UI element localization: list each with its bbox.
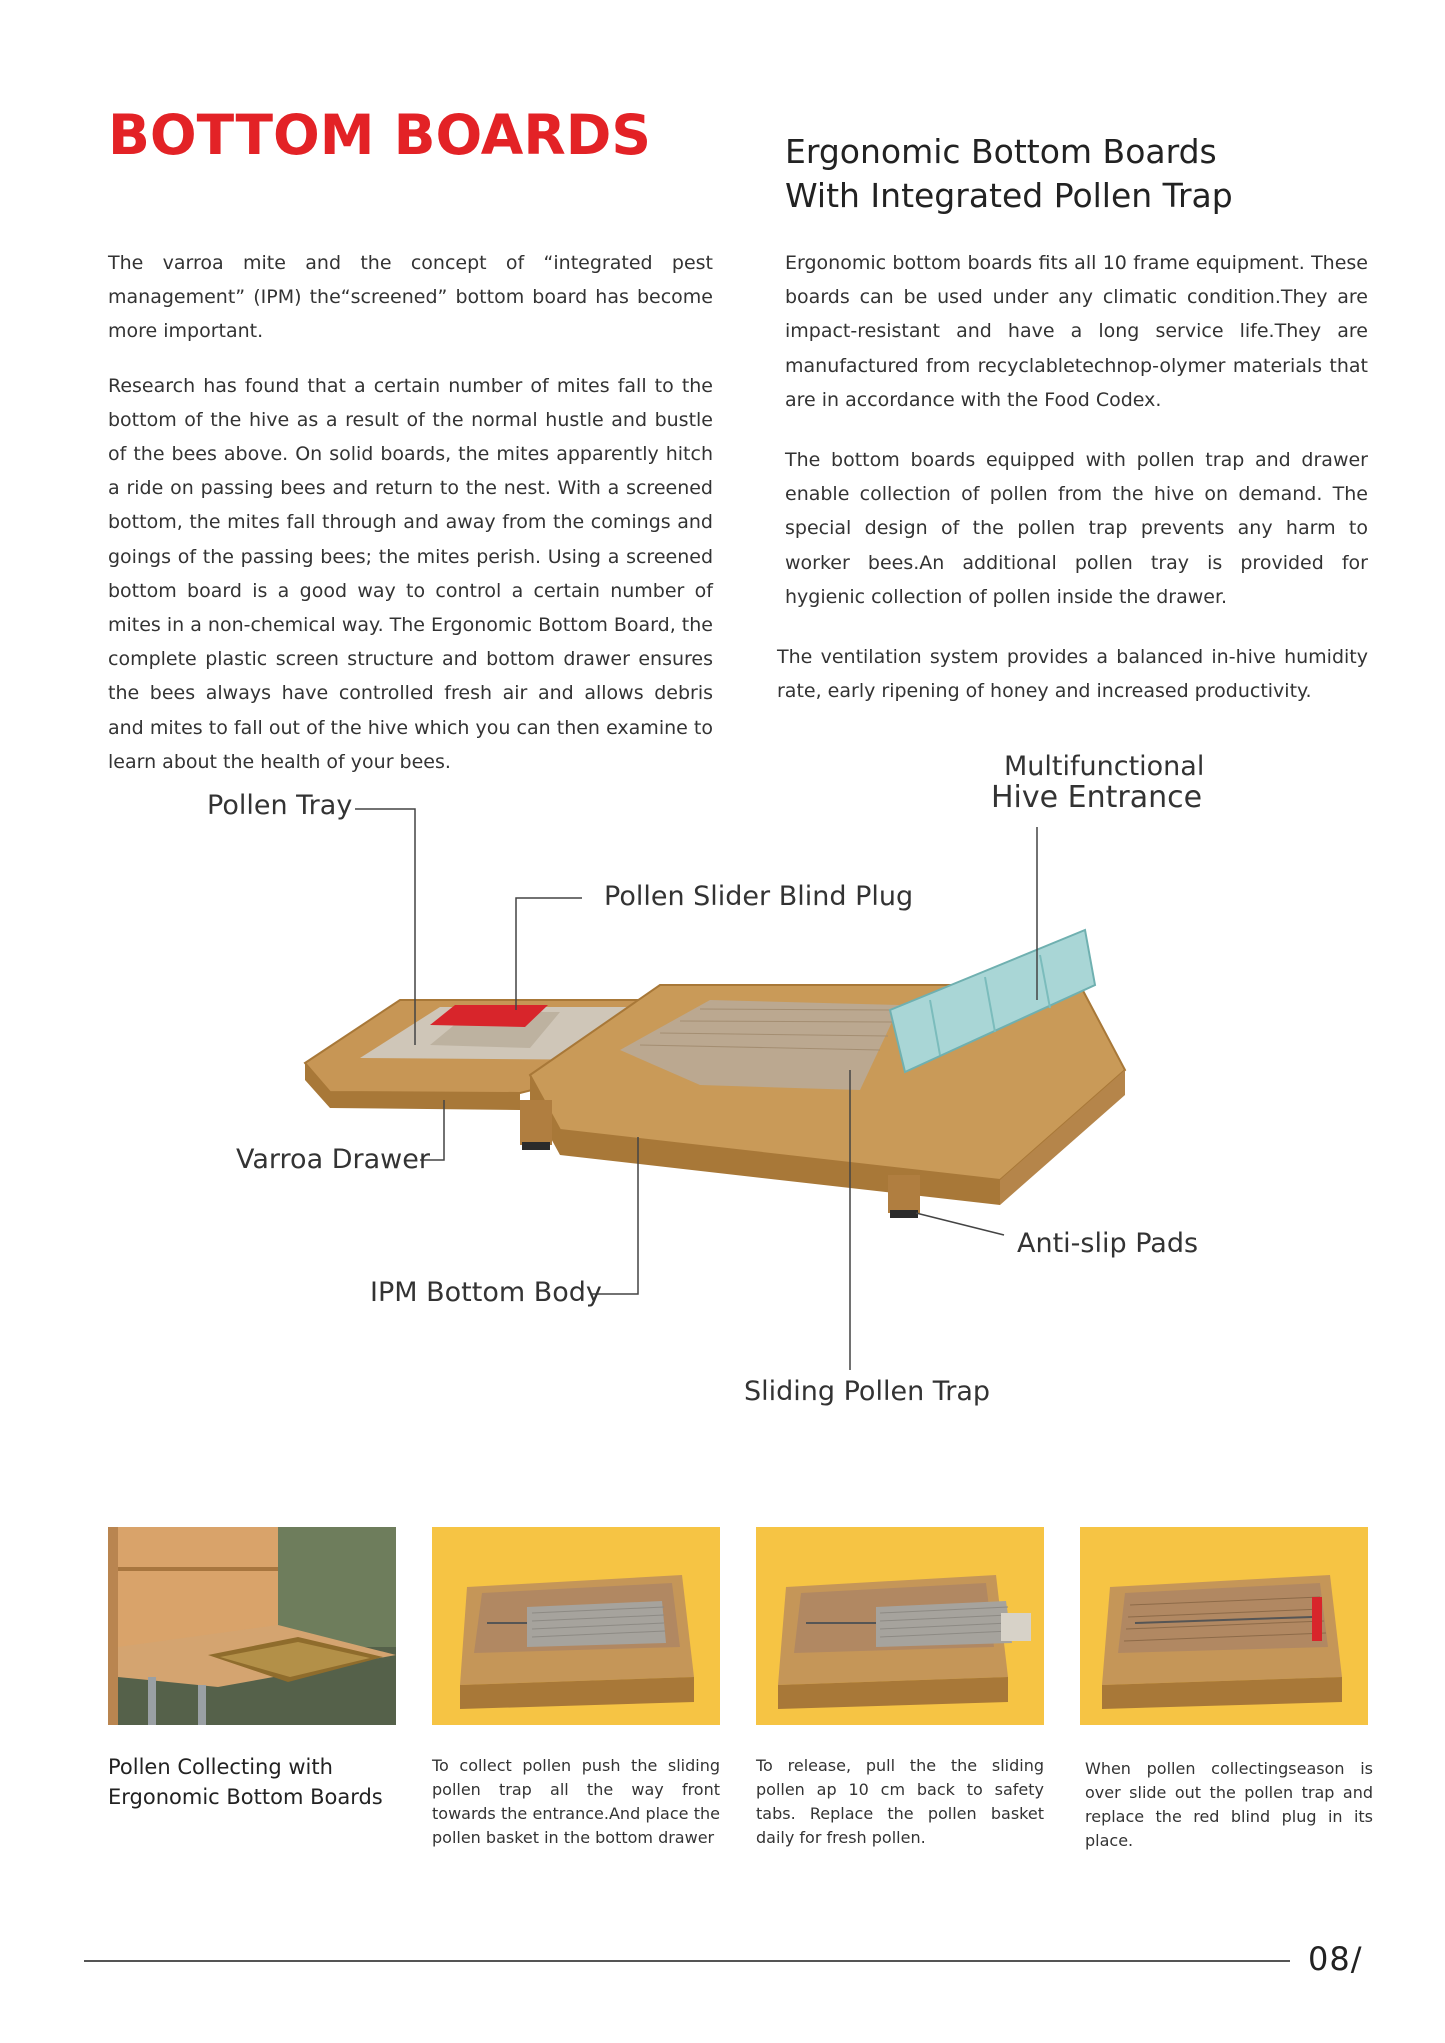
- label-pollen-tray: Pollen Tray: [207, 790, 353, 821]
- illustration-step-pull-trap: [756, 1527, 1044, 1725]
- footer-rule: [84, 1960, 1290, 1962]
- caption-step-4: When pollen collectingseason is over slide out the pollen trap and replace the red blind plug in its place.: [1085, 1759, 1373, 1850]
- anti-slip-pad: [522, 1142, 550, 1150]
- left-paragraph-2: Research has found that a certain number of mites fall to the bottom of the hive as a result of the normal hustle and bustle of the bees above. On solid boards, the mites apparently hitch a ride on passing bees and return to the nest. With a screened bottom, the mites fall through and away from the comings and goings of the passing bees; the mites perish. Using a screened bottom board is a good way to control a certain number of mites in a non-chemical way. The Ergonomic Bottom Board, the complete plastic screen structure and bottom drawer ensures the bees always have controlled fresh air and allows debris and mites to fall out of the hive which you can then examine to learn about the health of your bees.: [108, 374, 713, 773]
- label-blind-plug: Pollen Slider Blind Plug: [604, 881, 914, 912]
- label-hive-entrance-line-2: Hive Entrance: [991, 780, 1203, 815]
- right-paragraph-2: The bottom boards equipped with pollen trap and drawer enable collection of pollen from the hive on demand. The special design of the pollen trap prevents any harm to worker bees.An additional pollen tray is provided for hygienic collection of pollen inside the drawer.: [785, 449, 1368, 608]
- subtitle-line-1: Ergonomic Bottom Boards: [785, 132, 1217, 171]
- right-paragraph-1: Ergonomic bottom boards fits all 10 frame equipment. These boards can be used under any climatic condition.They are impact-resistant and have a long service life.They are manufactured from recyclabletechnop-olymer materials that are in accordance with the Food Codex.: [785, 252, 1368, 411]
- caption-step-2: To collect pollen push the sliding pollen trap all the way front towards the entrance.And place the pollen basket in the bottom drawer: [432, 1756, 720, 1847]
- caption-step-1: Pollen Collecting with Ergonomic Bottom Boards: [108, 1755, 383, 1809]
- anti-slip-pad: [890, 1210, 918, 1218]
- photo-hive-with-pollen-tray: [108, 1527, 396, 1725]
- caption-step-3: To release, pull the the sliding pollen ap 10 cm back to safety tabs. Replace the pollen basket daily for fresh pollen.: [756, 1756, 1044, 1847]
- label-varroa-drawer: Varroa Drawer: [236, 1144, 430, 1175]
- right-paragraph-3: The ventilation system provides a balanced in-hive humidity rate, early ripening of honey and increased productivity.: [777, 646, 1368, 703]
- subtitle-line-2: With Integrated Pollen Trap: [785, 176, 1233, 215]
- label-sliding-trap: Sliding Pollen Trap: [744, 1376, 991, 1407]
- illustration-step-push-trap: [432, 1527, 720, 1725]
- label-hive-entrance-line-1: Multifunctional: [1004, 751, 1205, 782]
- label-anti-slip-pads: Anti-slip Pads: [1017, 1228, 1199, 1259]
- page-title: BOTTOM BOARDS: [108, 103, 651, 167]
- illustration-step-blind-plug: [1080, 1527, 1368, 1725]
- page-number: 08/: [1308, 1940, 1363, 1978]
- left-paragraph-1: The varroa mite and the concept of “integrated pest management” (IPM) the“screened” bottom board has become more important.: [108, 252, 713, 343]
- label-ipm-body: IPM Bottom Body: [370, 1277, 602, 1308]
